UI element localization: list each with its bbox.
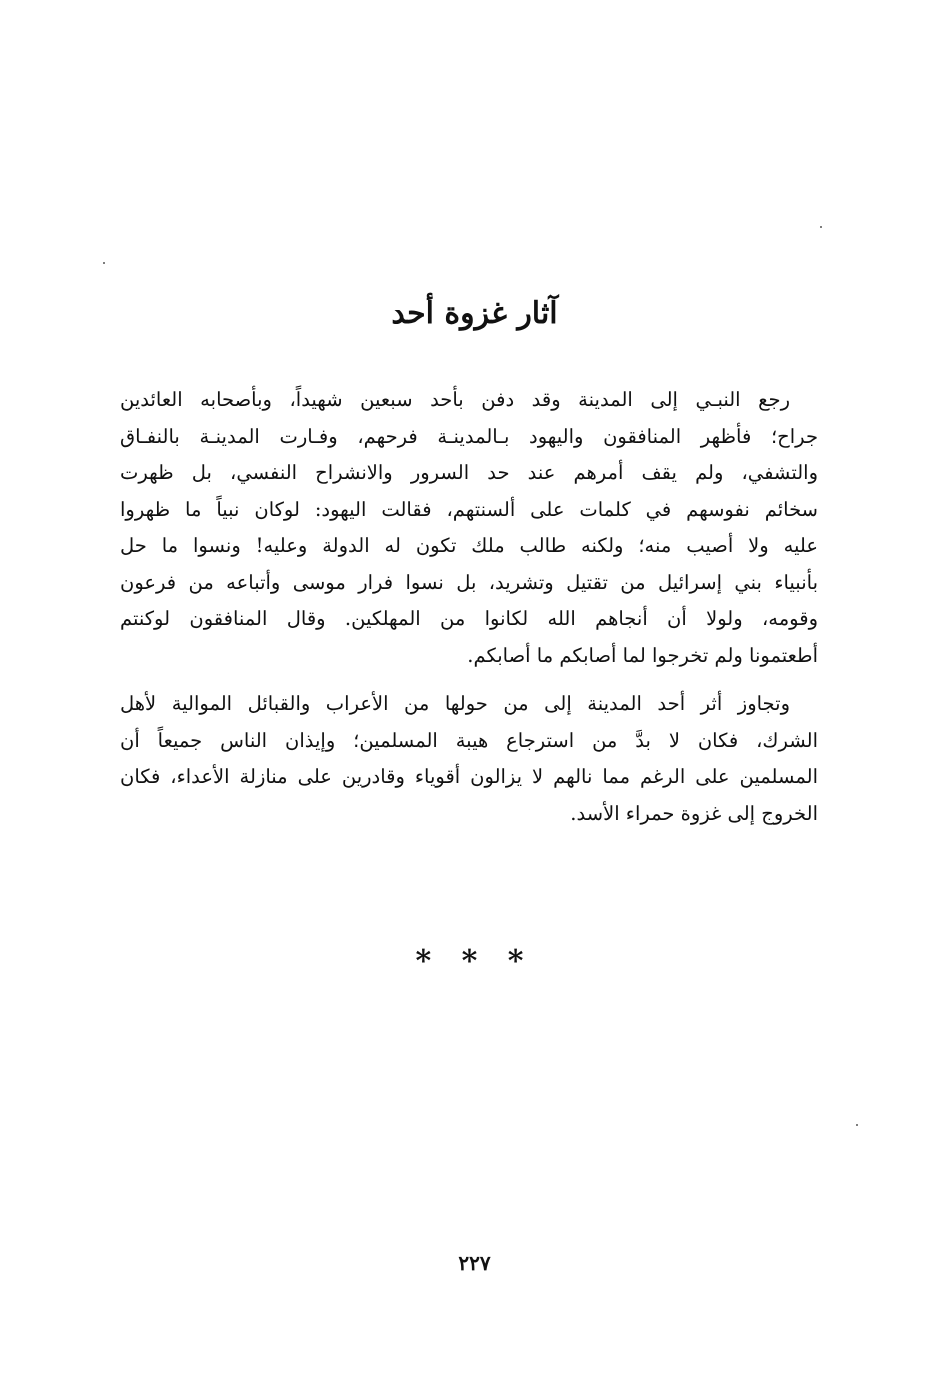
- scan-speck: [856, 1124, 858, 1126]
- text-line: وتجاوز أثر أحد المدينة إلى من حولها من الأعراب والقبائل الموالية لأهل: [120, 692, 790, 715]
- text-line: بأنبياء بني إسرائيل من تقتيل وتشريد، بل نسوا فرار موسى وأتباعه من فرعون: [120, 570, 818, 594]
- text-line: وقومه، ولولا أن أنجاهم الله لكانوا من المهلكين. وقال المنافقون لوكنتم: [120, 607, 818, 630]
- chapter-title: آثار غزوة أحد: [391, 296, 558, 331]
- text-line: سخائم نفوسهم في كلمات على ألسنتهم، فقالت اليهود: لوكان نبياً ما ظهروا: [120, 497, 818, 521]
- scan-speck: [820, 226, 822, 228]
- page-number: ٢٢٧: [458, 1251, 491, 1275]
- text-line: رجع النبـي إلى المدينة وقد دفن بأحد سبعين شهيداً، وبأصحابه العائدين: [120, 388, 790, 411]
- paragraph-1: [120, 382, 818, 674]
- text-line: الخروج إلى غزوة حمراء الأسد.: [570, 801, 818, 825]
- text-line: أطعتمونا ولم تخرجوا لما أصابكم ما أصابكم.: [467, 643, 818, 667]
- text-line: جراح؛ فأظهر المنافقون واليهود بـالمدينـة فرحهم، وفـارت المدينـة بالنفـاق: [120, 424, 818, 448]
- scan-speck: [103, 262, 105, 264]
- section-separator: * * *: [415, 944, 534, 979]
- text-line: الشرك، فكان لا بدَّ من استرجاع هيبة المسلمين؛ وإيذان الناس جميعاً أن: [120, 728, 818, 752]
- text-line: والتشفي، ولم يقف أمرهم عند حد السرور والانشراح النفسي، بل ظهرت: [120, 461, 818, 484]
- paragraph-2: [120, 686, 818, 832]
- text-line: المسلمين على الرغم مما نالهم لا يزالون أقوياء وقادرين على منازلة الأعداء، فكان: [120, 765, 818, 788]
- chapter-body: [120, 382, 818, 844]
- text-line: عليه ولا أصيب منه؛ ولكنه طالب ملك تكون له الدولة وعليه! ونسوا ما حل: [120, 534, 818, 557]
